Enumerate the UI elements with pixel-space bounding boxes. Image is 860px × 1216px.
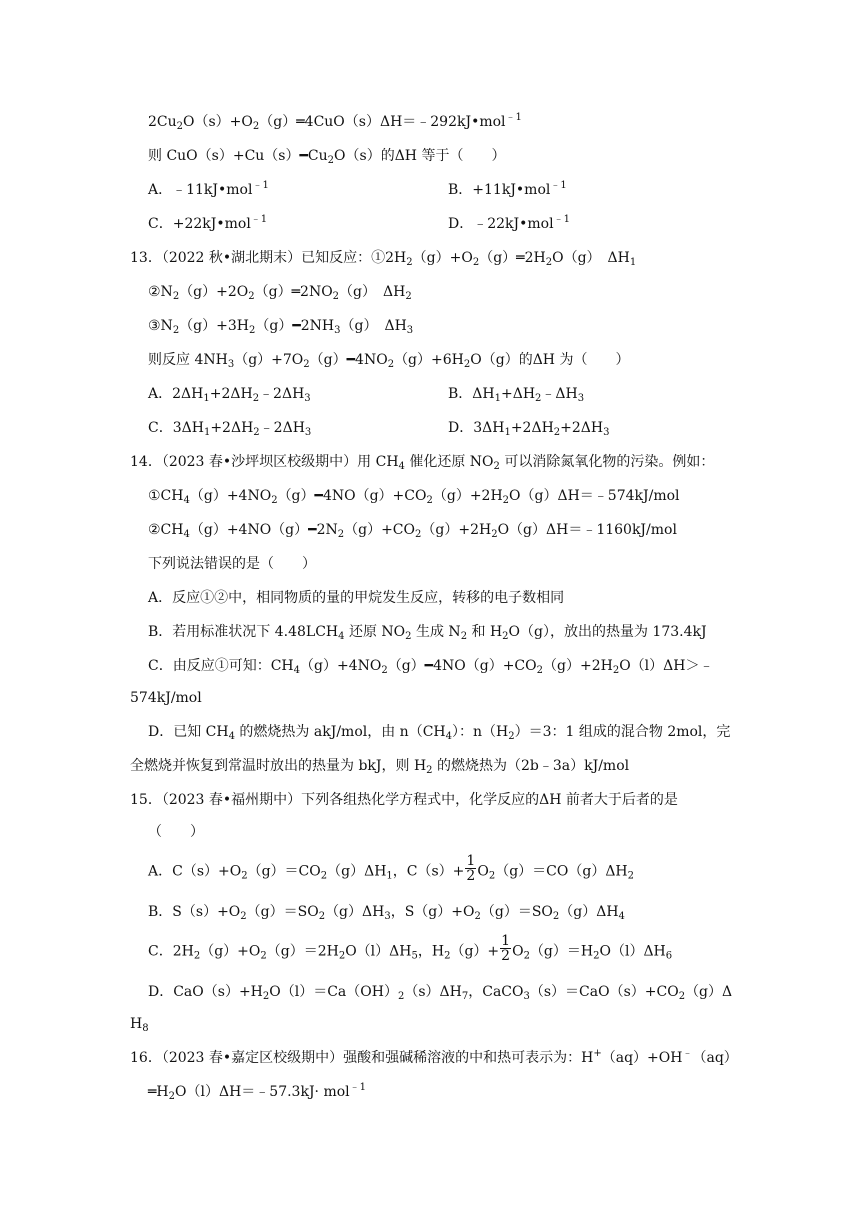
q13-option-b: B．$\Delta H_1+\Delta H_2﹣\Delta H_3$ [448, 386, 585, 404]
q13-question: 则反应 $4NH_3(g)+7O_2(g)━4NO_2(g)+6H_2O(g)$的ΔH 为（ ） [148, 352, 630, 370]
q12-option-b: B．+11kJ•mol$^{﹣1}$ [448, 180, 567, 198]
q14-option-d: D．已知 $CH_4$ 的燃烧热为 akJ/mol，由 $n(CH_4)$：$n(H_2)=3$：1 组成的混合物 2mol，完 [148, 724, 731, 742]
q12-question: 则 $CuO(s)+Cu(s)━Cu_2O(s)$的ΔH 等于（ ） [148, 148, 506, 166]
q14-option-b: B．若用标准状况下 $4.48LCH_4$ 还原 $NO_2$ 生成 $N_2$ 和 $H_2O(g)$，放出的热量为 173.4kJ [148, 624, 707, 642]
q15-stem: 15．（2023 春•福州期中）下列各组热化学方程式中，化学反应的ΔH 前者大于后者的是 [130, 792, 678, 808]
fraction-one-half: $\frac{1}{2}$ [501, 933, 511, 964]
fraction-one-half: $\frac{1}{2}$ [466, 853, 476, 884]
q14-question: 下列说法错误的是（ ） [148, 556, 316, 572]
q14-option-d-cont: 全燃烧并恢复到常温时放出的热量为 bkJ，则 $H_2$ 的燃烧热为（2b﹣3a）kJ/mol [130, 758, 630, 776]
q12-option-a: A．﹣11kJ•mol$^{﹣1}$ [148, 180, 269, 198]
q12-option-c: C．+22kJ•mol$^{﹣1}$ [148, 214, 268, 232]
q14-stem: 14．（2023 春•沙坪坝区校级期中）用 $CH_4$ 催化还原 $NO_2$ 可以消除氮氧化物的污染。例如： [130, 454, 715, 472]
q13-option-d: D．$3\Delta H_1+2\Delta H_2+2\Delta H_3$ [448, 420, 610, 438]
q15-option-d: D．$CaO(s)+H_2O(l)=Ca(OH)_2(s)\Delta H_7$，$CaCO_3(s)=CaO(s)+CO_2(g)\Delta$ [148, 984, 733, 1002]
q15-option-d-cont: $H_8$ [130, 1016, 149, 1034]
q14-option-a: A．反应①②中，相同物质的量的甲烷发生反应，转移的电子数相同 [148, 590, 565, 606]
q15-option-a: A．$C(s)+O_2(g)=CO_2(g)\Delta H_1$，C（s）+ $\frac{1}{2}$ $O_2(g)=CO(g)\Delta H_2$ [148, 853, 635, 884]
q14-reaction-2: $②CH_4(g)+4NO(g)━2N_2(g)+CO_2(g)+2H_2O(g)\Delta H=﹣1160kJ$/mol [148, 522, 677, 540]
q14-option-c: C．由反应①可知：$CH_4(g)+4NO_2(g)━4NO(g)+CO_2(g)+2H_2O(l)\Delta H>﹣$ [148, 658, 714, 676]
q13-reaction-3: $③N_2(g)+3H_2(g)━2NH_3(g)$ $\Delta H_3$ [148, 318, 414, 336]
q14-option-c-cont: 574kJ/mol [130, 690, 202, 706]
q15-stem-cont: （ ） [148, 824, 204, 840]
q16-stem-cont: $═H_2O(l)\Delta H=﹣57.3kJ\cdot mol^{﹣1}$ [148, 1082, 367, 1102]
q13-option-a: A．$2\Delta H_1+2\Delta H_2﹣2\Delta H_3$ [148, 386, 311, 404]
q12-equation: $2Cu_2O(s)+O_2(g)═4CuO(s)\Delta H=﹣292kJ•mol^{﹣1}$ [148, 112, 522, 132]
q13-option-c: C．$3\Delta H_1+2\Delta H_2﹣2\Delta H_3$ [148, 420, 312, 438]
q14-reaction-1: $①CH_4(g)+4NO_2(g)━4NO(g)+CO_2(g)+2H_2O(g)\Delta H=﹣574kJ$/mol [148, 488, 680, 506]
q12-option-d: D．﹣22kJ•mol$^{﹣1}$ [448, 214, 570, 232]
q13-stem: 13．（2022 秋•湖北期末）已知反应：$①2H_2(g)+O_2(g)═2H_2O(g)$ $\Delta H_1$ [130, 250, 637, 268]
q15-option-b: B．$S(s)+O_2(g)=SO_2(g)\Delta H_3$，$S(g)+O_2(g)=SO_2(g)\Delta H_4$ [148, 904, 625, 922]
q15-option-c: C．$2H_2(g)+O_2(g)=2H_2O(l)\Delta H_5$，$H_2(g)+$ $\frac{1}{2}$ $O_2(g)=H_2O(l)\Delta H_6$ [148, 933, 673, 964]
q13-reaction-2: $②N_2(g)+2O_2(g)═2NO_2(g)$ $\Delta H_2$ [148, 284, 412, 302]
q16-stem: 16．（2023 春•嘉定区校级期中）强酸和强碱稀溶液的中和热可表示为：H+（aq）+OH﹣（aq） [130, 1048, 738, 1066]
